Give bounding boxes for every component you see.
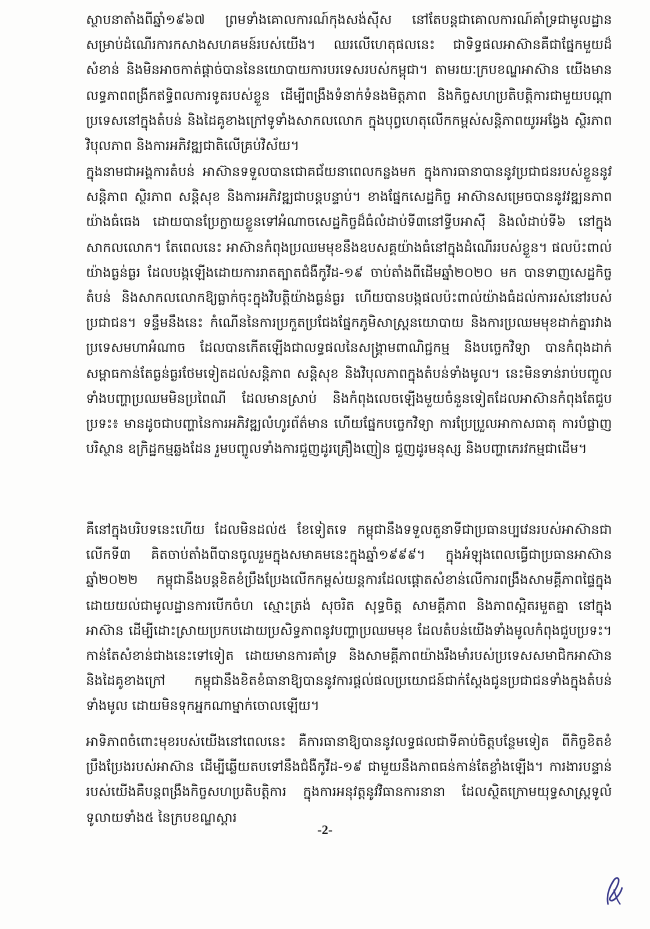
page-number: -2- — [317, 822, 333, 837]
paragraph-3: គឺនៅក្នុងបរិបទនេះហើយ ដែលមិនដល់៥ ខែទៀតទេ កម្ពុជានឹងទទួលតួនាទីជាប្រធានប្បវេនរបស់អាស៊ានជាលើកទី៣ គិតចាប់តាំងពីបានចូលរួមក្នុងសមាគមនេះក្នុងឆ្នាំ១៩៩៩។ ក្នុងអំឡុងពេលធ្វើជាប្រធានអាស៊ានឆ្នាំ២០២២ កម្ពុជានឹងបន្តខិតខំប្រឹងប្រែងលើកកម្ពស់យន្តការដែលផ្តោតសំខាន់លើការពង្រឹងសាមគ្គីភាពផ្ទៃក្នុង ដោយយល់ជាមូលដ្ឋានការបើកចំហ ស្មោះត្រង់ សុចរិត សុទ្ធចិត្ត សាមគ្គីភាព និងភាពស្អិតរមួតគ្នា នៅក្នុងអាស៊ាន ដើម្បីដោះស្រាយប្រកបដោយប្រសិទ្ធភាពនូវបញ្ហាប្រឈមមុខ ដែលតំបន់យើងទាំងមូលកំពុងជួបប្រទះ។ កាន់តែសំខាន់ជាងនេះទៅទៀត ដោយមានការគាំទ្រ និងសាមគ្គីភាពយ៉ាងរឹងមាំរបស់ប្រទេសសមាជិកអាស៊ាន និងដៃគូខាងក្រៅ កម្ពុជានឹងខិតខំធានាឱ្យបាននូវការផ្តល់ផលប្រយោជន៍ជាក់ស្តែងជូនប្រជាជនទាំងក្នុងតំបន់ទាំងមូល ដោយមិនទុកអ្នកណាម្នាក់ចោលឡើយ។ — [86, 523, 612, 715]
handwritten-initials-icon — [600, 868, 628, 908]
paragraph-1: ស្ថាបនាតាំងពីឆ្នាំ១៩៦៧ ព្រមទាំងគោលការណ៍កុងសង់ស៊ីស នៅតែបន្តជាគោលការណ៍គាំទ្រជាមូលដ្ឋានសម្រាប់ដំណើរការកសាងសហគមន៍របស់យើង។ ឈរលើហេតុផលនេះ ជាទិទ្ធផលអាស៊ានគឺជាផ្នែកមួយដ៏សំខាន់ និងមិនអាចកាត់ផ្តាច់បាននៃនយោបាយការបរទេសរបស់កម្ពុជា។ តាមរយៈក្របខណ្ឌអាស៊ាន យើងមានលទ្ធភាពពង្រីកឥទ្ធិពលការទូតរបស់ខ្លួន ដើម្បីពង្រឹងទំនាក់ទំនងមិត្តភាព និងកិច្ចសហប្រតិបត្តិការជាមួយបណ្តាប្រទេសនៅក្នុងតំបន់ និងដៃគូខាងក្រៅទូទាំងសាកលលោក ក្នុងបុព្វហេតុលើកកម្ពស់សន្តិភាពយូរអង្វែង ស្ថិរភាព វិបុលភាព និងការអភិវឌ្ឍជាតិលើគ្រប់វិស័យ។ — [86, 13, 612, 155]
paragraph-2: ក្នុងនាមជាអង្គការតំបន់ អាស៊ានទទួលបានជោគជ័យនាពេលកន្លងមក ក្នុងការធានាបាននូវប្រជាជនរបស់ខ្លួននូវសន្តិភាព ស្ថិរភាព សន្តិសុខ និងការអភិវឌ្ឍជាបន្តបន្ទាប់។ ខាងផ្នែកសេដ្ឋកិច្ច អាស៊ានសម្រេចបាននូវវឌ្ឍនភាពយ៉ាងធំធេង ដោយបានប្រែក្លាយខ្លួនទៅអំណាចសេដ្ឋកិច្ចដ៏ធំលំដាប់ទី៣នៅទ្វីបអាស៊ី និងលំដាប់ទី៦ នៅក្នុងសាកលលោក។ តែពេលនេះ អាស៊ានកំពុងប្រឈមមុខនឹងឧបសគ្គយ៉ាងធំនៅក្នុងដំណើររបស់ខ្លួន។ ផលប៉ះពាល់យ៉ាងធ្ងន់ធ្ងរ ដែលបង្កឡើងដោយការរាតត្បាតជំងឺកូវីដ-១៩ ចាប់តាំងពីដើមឆ្នាំ២០២០ មក បានទាញសេដ្ឋកិច្ចតំបន់ និងសាកលលោកឱ្យធ្លាក់ចុះក្នុងវិបត្តិយ៉ាងធ្ងន់ធ្ងរ ហើយបានបង្កផលប៉ះពាល់យ៉ាងធំដល់ការរស់នៅរបស់ប្រជាជន។ ទន្ទឹមនឹងនេះ កំណើននៃការប្រកួតប្រជែងផ្នែកភូមិសាស្ត្រនយោបាយ និងការប្រឈមមុខដាក់គ្នារវាងប្រទេសមហាអំណាច ដែលបានកើតឡើងជាលទ្ធផលនៃសង្គ្រាមពាណិជ្ជកម្ម និងបច្ចេកវិទ្យា បានកំពុងដាក់សម្ពាធកាន់តែធ្ងន់ធ្ងរថែមទៀតដល់សន្តិភាព សន្តិសុខ និងវិបុលភាពក្នុងតំបន់ទាំងមូល។ នេះមិនទាន់រាប់បញ្ចូលទាំងបញ្ហាប្រឈមមិនប្រពៃណី ដែលមានស្រាប់ និងកំពុងលេចឡើងមួយចំនួនទៀតដែលអាស៊ានកំពុងតែជួបប្រទះ៖ មានដូចជាបញ្ហានៃការអភិវឌ្ឍលំហូរព័ត៌មាន ហើយផ្នែកបច្ចេកវិទ្យា ការប្រែប្រួលអាកាសធាតុ ការបំផ្លាញបរិស្ថាន ឧក្រិដ្ឋកម្មឆ្លងដែន រួមបញ្ចូលទាំងការជួញដូរគ្រឿងញៀន ជួញដូរមនុស្ស និងបញ្ហាភេរវកម្មជាដើម។ — [86, 165, 612, 458]
paragraph-4: អាទិភាពចំពោះមុខរបស់យើងនៅពេលនេះ គឺការធានាឱ្យបាននូវលទ្ធផលជាទីគាប់ចិត្តបន្ថែមទៀត ពីកិច្ចខិតខំប្រឹងប្រែងរបស់អាស៊ាន ដើម្បីឆ្លើយតបទៅនឹងជំងឺកូវីដ-១៩ ជាមួយនឹងភាពធន់កាន់តែខ្លាំងឡើង។ ការងារបន្ទាន់របស់យើងគឺបន្តពង្រឹងកិច្ចសហប្រតិបត្តិការ ក្នុងការអនុវត្តនូវវិធានការនានា ដែលស្ថិតក្រោមយុទ្ធសាស្ត្រទូលំទូលាយទាំង៥ នៃក្របខណ្ឌស្តារ — [86, 735, 612, 826]
